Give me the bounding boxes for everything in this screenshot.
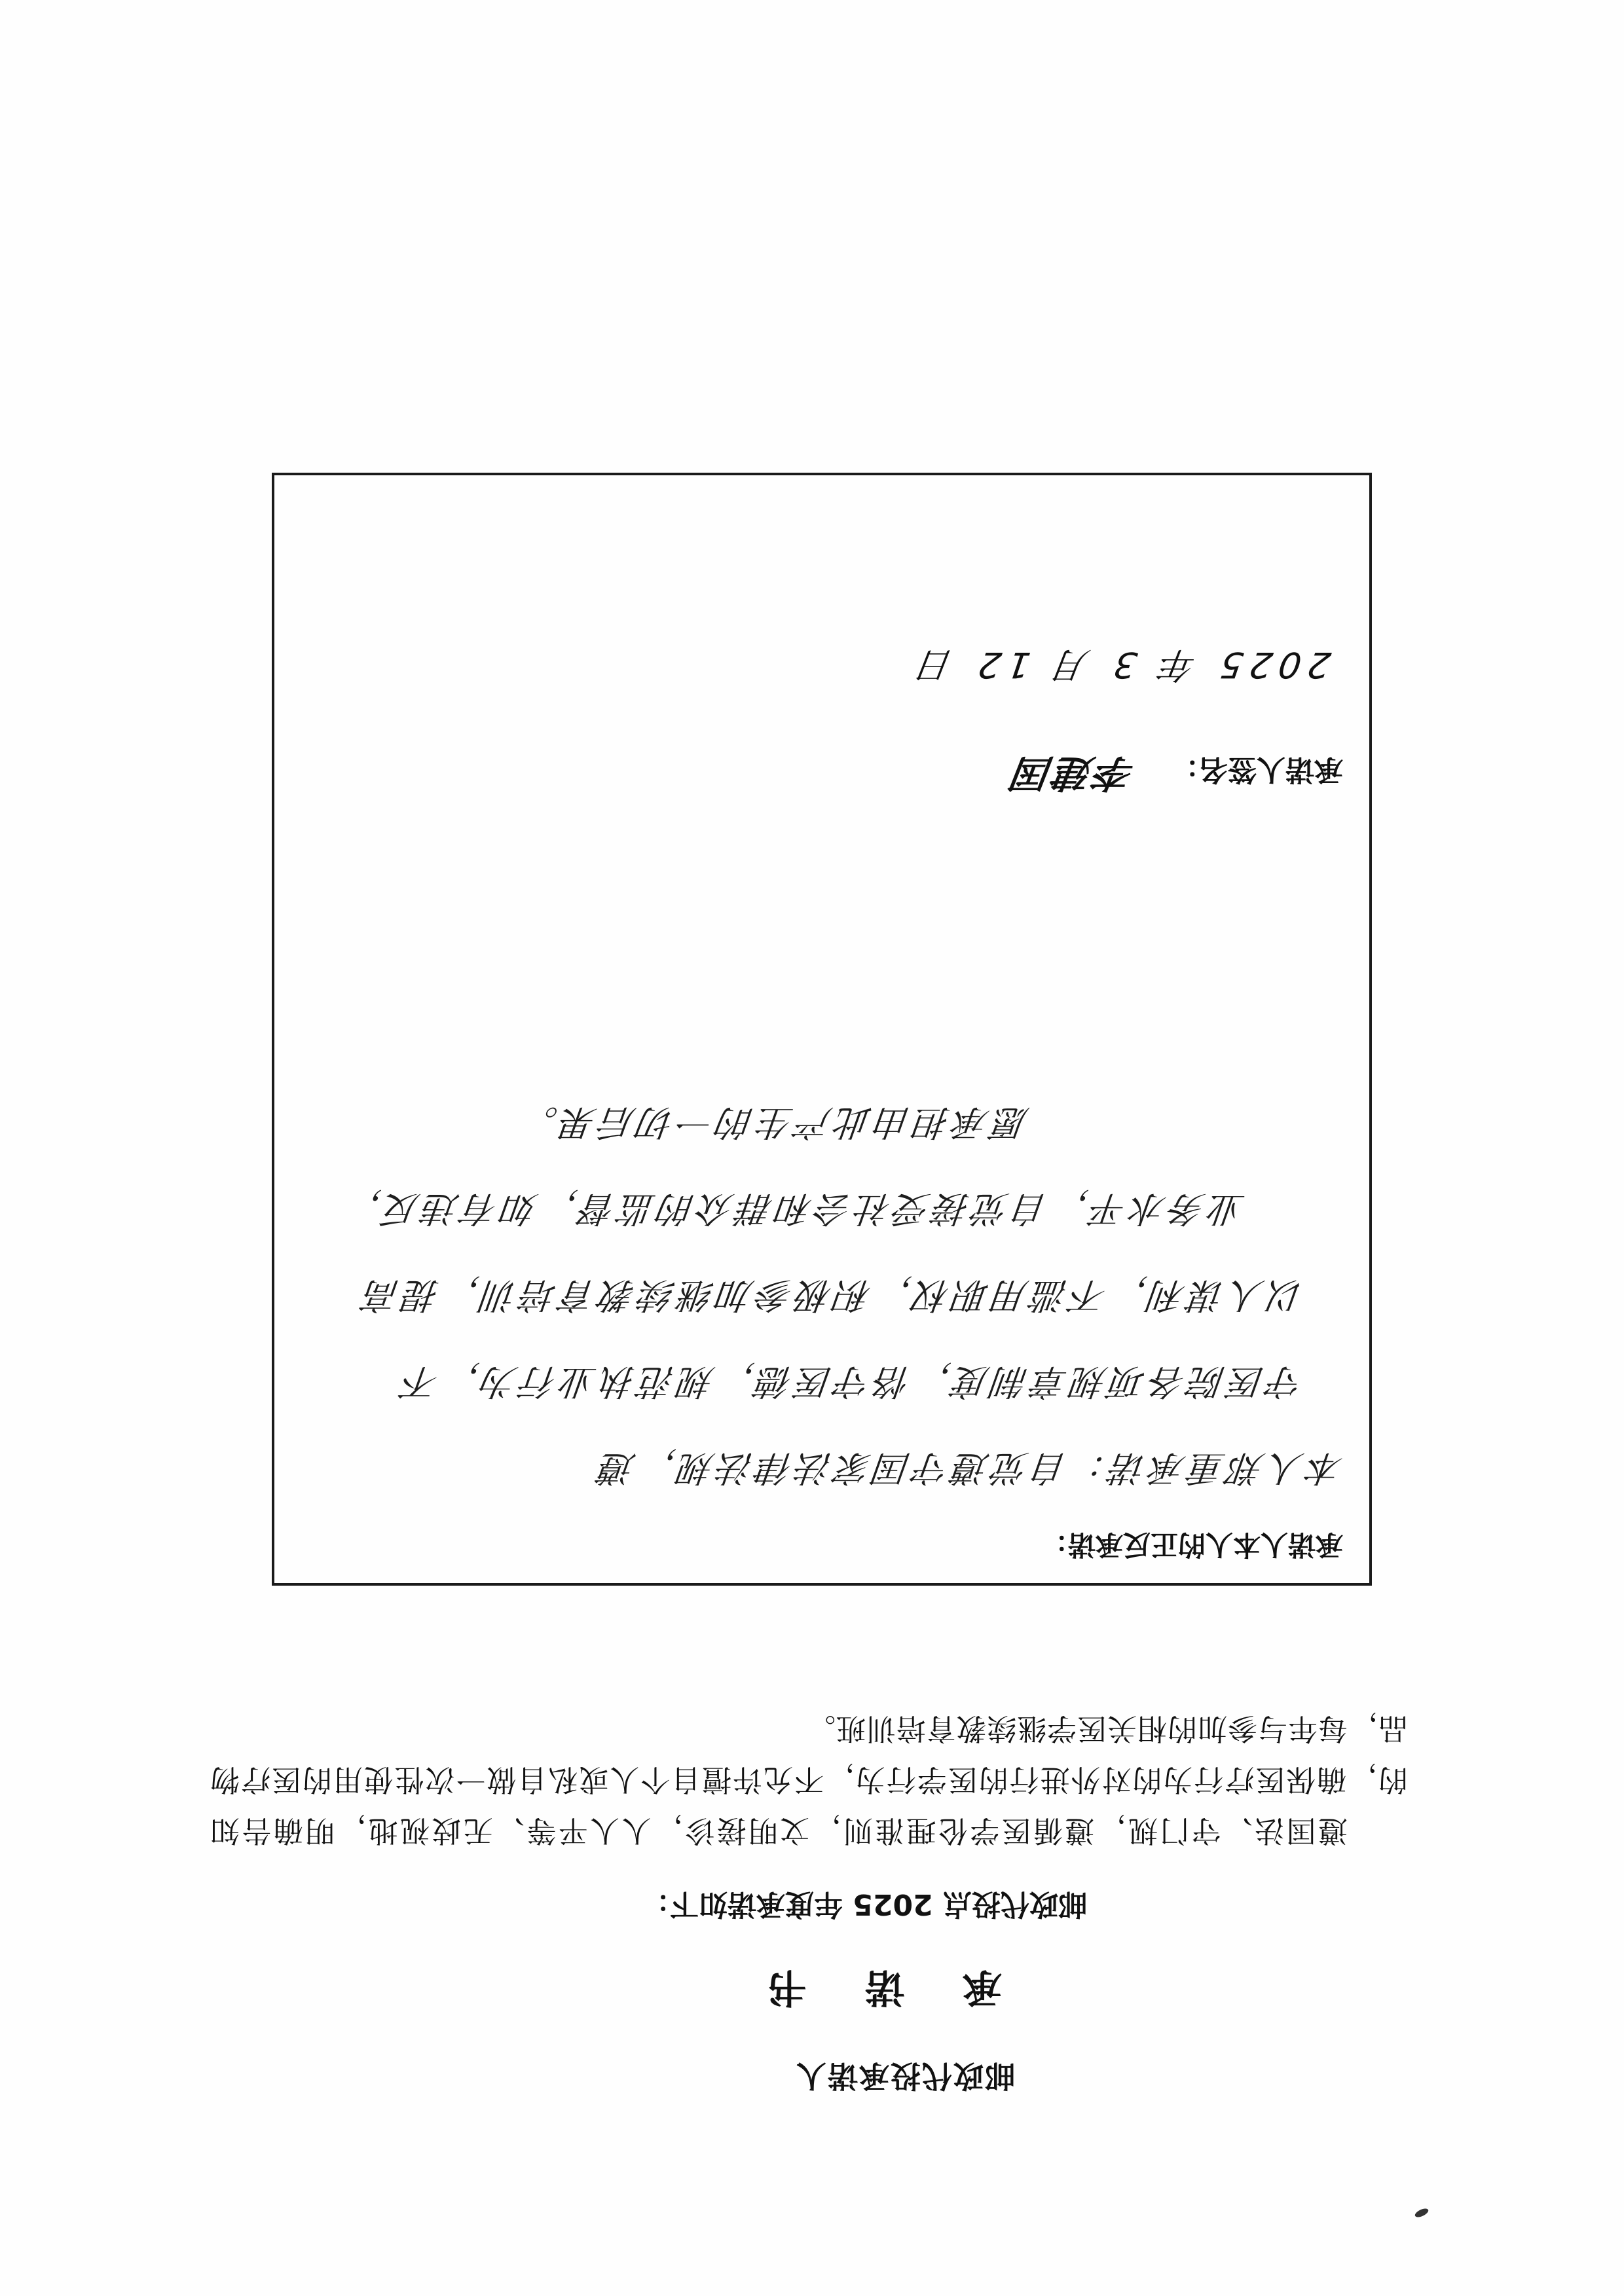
handwriting-line: 本人郑重承诺：自觉遵守国家法律法规，遵 bbox=[594, 1448, 1346, 1489]
typed-section bbox=[210, 1703, 1408, 2100]
signature-row bbox=[1009, 749, 1343, 804]
handwriting-line: 业务水平，自觉接受社会和群众的监督，如有违反， bbox=[339, 1188, 1247, 1230]
subject-line: 邮政代投承诺人 bbox=[795, 2058, 1015, 2094]
handwriting-line: 愿承担由此产生的一切后果。 bbox=[515, 1102, 1031, 1143]
page-title: 承 诺 书 bbox=[745, 1964, 1002, 2010]
handwriting-line: 以人谋利，不滥用职权，积极参加继续教育培训，提高 bbox=[358, 1275, 1306, 1316]
signature-value: 李建国 bbox=[1009, 751, 1138, 795]
handwriting-body bbox=[301, 1079, 1346, 1511]
body-paragraph: 遵国法、守门规，遵循医学伦理准则，文明接诊，人人平等、无歧视地，明确告知的，确保医疗行为的对外进行的医学行为，不允许擅自个人或私自做一次性使用的医疗物品，每年与参加的相关医学继续教育培训班。 bbox=[210, 1711, 1408, 1848]
handwriting-line: 守医院各项规章制度，恪守医德，规范执业行为，不 bbox=[397, 1361, 1306, 1402]
signature-label: 承诺人签名： bbox=[1170, 753, 1343, 786]
lead-line: 邮政代投点 2025 年度承诺如下： bbox=[640, 1887, 1087, 1921]
date-value: 2025 年 3 月 12 日 bbox=[909, 644, 1333, 685]
handwriting-box bbox=[272, 473, 1372, 1586]
handwriting-label: 承诺人本人的正反承诺： bbox=[1040, 1529, 1343, 1561]
